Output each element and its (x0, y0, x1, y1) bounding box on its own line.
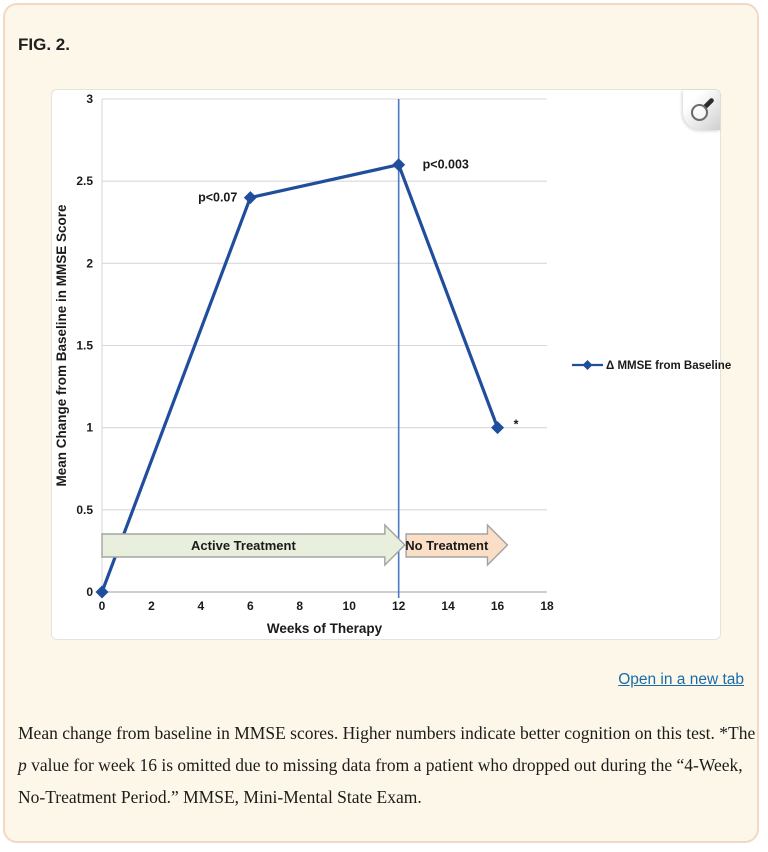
figure-caption (18, 717, 758, 813)
svg-text:1: 1 (86, 420, 93, 435)
magnifier-icon (688, 97, 715, 124)
mmse-line-chart (52, 90, 732, 639)
figure-viewer-card (3, 3, 759, 843)
caption-text-2: value for week 16 is omitted due to missing data from a patient who dropped out during the “4-Week, No-Treatment Period.” MMSE, Mini-Mental State Exam. (18, 755, 743, 807)
svg-text:3: 3 (86, 92, 93, 106)
svg-text:p<0.07: p<0.07 (198, 190, 238, 205)
svg-text:2: 2 (86, 256, 93, 271)
svg-text:4: 4 (197, 599, 205, 613)
svg-text:No Treatment: No Treatment (405, 538, 489, 553)
svg-text:1.5: 1.5 (76, 338, 93, 353)
open-in-new-tab-link[interactable]: Open in a new tab (618, 671, 744, 688)
figure-zoom-button[interactable] (683, 90, 720, 130)
svg-text:0: 0 (86, 585, 93, 599)
svg-text:2.5: 2.5 (76, 174, 93, 189)
svg-text:6: 6 (246, 599, 254, 613)
svg-text:Mean Change from Baseline in M: Mean Change from Baseline in MMSE Score (54, 204, 69, 487)
svg-text:p<0.003: p<0.003 (422, 157, 469, 172)
caption-italic-p: p (18, 755, 27, 775)
caption-text-1: Mean change from baseline in MMSE scores. Higher numbers indicate better cognition on this test. *The (18, 723, 756, 743)
svg-text:14: 14 (441, 599, 455, 613)
svg-text:2: 2 (148, 599, 155, 613)
svg-text:Δ MMSE from Baseline: Δ MMSE from Baseline (606, 360, 732, 372)
svg-text:0: 0 (98, 599, 106, 613)
svg-text:16: 16 (490, 599, 505, 613)
svg-text:10: 10 (342, 599, 356, 613)
svg-text:18: 18 (540, 599, 554, 613)
svg-text:Weeks of Therapy: Weeks of Therapy (266, 621, 383, 636)
svg-text:0.5: 0.5 (76, 502, 93, 517)
svg-text:8: 8 (296, 599, 304, 613)
svg-text:12: 12 (391, 599, 406, 613)
figure-image[interactable] (51, 89, 732, 640)
svg-text:*: * (513, 417, 519, 432)
figure-label: FIG. 2. (18, 35, 70, 54)
svg-text:Active Treatment: Active Treatment (191, 538, 296, 553)
